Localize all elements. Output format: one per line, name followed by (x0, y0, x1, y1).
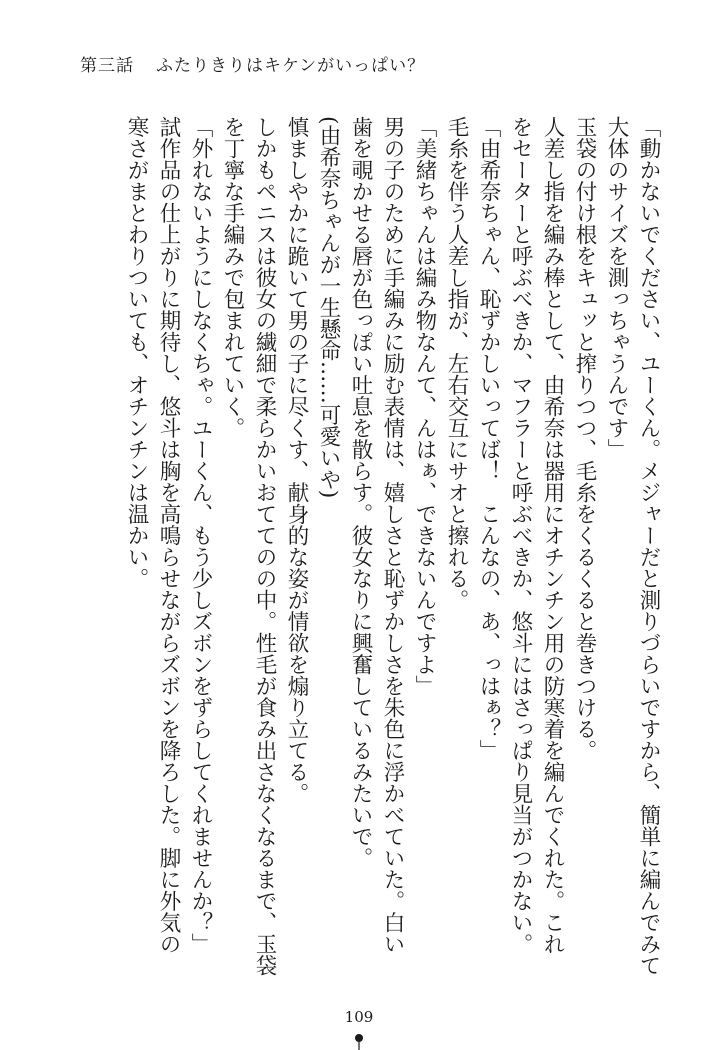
text-line: 「由希奈ちゃん、恥ずかしいってば！ こんなの、あ、っはぁ？」 (476, 116, 501, 761)
page-number: 109 (344, 1008, 374, 1026)
text-line: 「動かないでください、ユーくん。メジャーだと測りづらいですから、簡単に編んでみて (636, 116, 661, 976)
chapter-number: 第三話 (80, 56, 134, 76)
text-line: を丁寧な手編みで包まれていく。 (220, 116, 245, 439)
text-line: しかもペニスは彼女の繊細で柔らかいおててのの中。性毛が食み出さなくなるまで、玉袋 (252, 116, 277, 976)
text-line: をセーターと呼ぶべきか、マフラーと呼ぶべきか、悠斗にはさっぱり見当がつかない。 (508, 116, 533, 955)
text-line: 慎ましやかに跪いて男の子に尽くす、献身的な姿が情欲を煽り立てる。 (284, 116, 309, 804)
text-line: 毛糸を伴う人差し指が、左右交互にサオと擦れる。 (444, 116, 469, 611)
text-line: (由希奈ちゃんが一生懸命……可愛いや) (316, 116, 341, 499)
text-line: 歯を覗かせる唇が色っぽい吐息を散らす。彼女なりに興奮しているみたいで。 (348, 116, 373, 869)
text-line: 寒さがまとわりついても、オチンチンは温かい。 (124, 116, 149, 589)
text-line: 大体のサイズを測っちゃうんです」 (604, 116, 629, 460)
text-line: 玉袋の付け根をキュッと搾りつつ、毛糸をくるくると巻きつける。 (572, 116, 597, 761)
text-line: 「美緒ちゃんは編み物なんて、んはぁ、できないんですよ」 (412, 116, 437, 697)
running-head (80, 51, 425, 76)
folio-mark-icon (352, 1032, 366, 1050)
text-line: 人差し指を編み棒として、由希奈は器用にオチンチン用の防寒着を編んでくれた。これ (540, 116, 565, 955)
text-line: 男の子のために手編みに励む表情は、嬉しさと恥ずかしさを朱色に浮かべていた。白い (380, 116, 405, 955)
chapter-title: ふたりきりはキケンがいっぱい？ (156, 56, 426, 76)
text-line: 試作品の仕上がりに期待し、悠斗は胸を高鳴らせながらズボンを降ろした。脚に外気の (156, 116, 181, 955)
body-text (66, 116, 664, 978)
text-line: 「外れないようにしなくちゃ。ユーくん、もう少しズボンをずらしてくれませんか？」 (188, 116, 213, 955)
